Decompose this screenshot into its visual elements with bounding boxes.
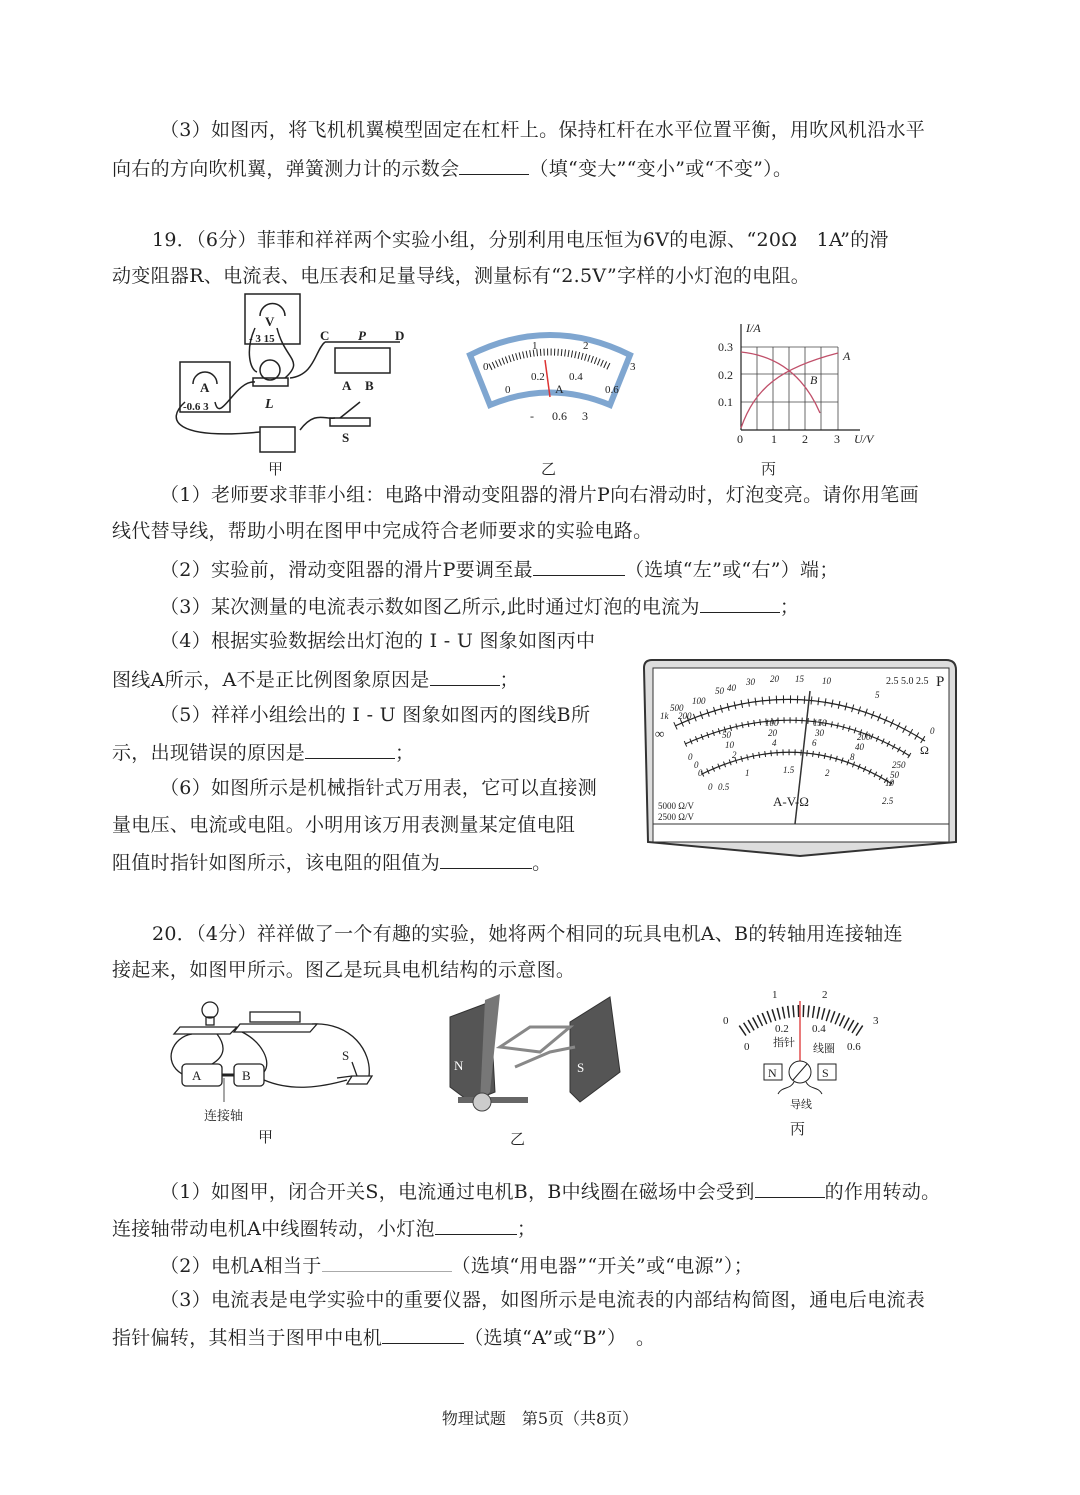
tick: 10 bbox=[725, 740, 734, 750]
tick: 0.4 bbox=[812, 1023, 826, 1035]
tick: 1.5 bbox=[783, 765, 795, 775]
q19-part5-line2 bbox=[112, 738, 414, 766]
ohm-tick: 0 bbox=[930, 726, 935, 736]
battery bbox=[260, 427, 295, 452]
figure-caption-jia: 甲 bbox=[268, 460, 284, 478]
tick: 1 bbox=[772, 989, 778, 1001]
figure-caption-bing: 丙 bbox=[790, 1120, 806, 1138]
text: 示，出现错误的原因是 bbox=[112, 742, 306, 764]
y-tick: 0.2 bbox=[718, 368, 733, 382]
y-tick: 0.3 bbox=[718, 340, 733, 354]
ohm-tick: 200 bbox=[678, 711, 692, 721]
text: 连接轴带动电机A中线圈转动，小灯泡 bbox=[112, 1218, 435, 1240]
tick: 2 bbox=[825, 768, 830, 778]
tick: 0 bbox=[723, 1015, 729, 1027]
text: （1）如图甲，闭合开关S，电流通过电机B，B中线圈在磁场中会受到 bbox=[160, 1181, 755, 1203]
ohm-tick: 15 bbox=[795, 674, 804, 684]
tick: 0 bbox=[483, 361, 489, 373]
range-labels: 2.5 5.0 2.5 bbox=[886, 676, 929, 687]
answer-blank[interactable] bbox=[755, 1177, 825, 1198]
multimeter-dial bbox=[640, 656, 962, 862]
tick: 0 bbox=[505, 384, 511, 396]
answer-blank[interactable] bbox=[305, 738, 395, 759]
tick: 0 bbox=[744, 1041, 750, 1053]
ohm-tick: 100 bbox=[692, 696, 706, 706]
terminal: 0.6 bbox=[552, 409, 567, 423]
q20-part3-line1: （3）电流表是电学实验中的重要仪器，如图所示是电流表的内部结构简图，通电后电流表 bbox=[160, 1289, 926, 1311]
terminal-c: C bbox=[320, 328, 330, 343]
tick: 1 bbox=[532, 340, 538, 352]
ohm-tick: 5 bbox=[875, 690, 880, 700]
tick: 2 bbox=[732, 750, 737, 760]
ohm-tick: 50 bbox=[715, 686, 724, 696]
tick: 200 bbox=[857, 732, 871, 742]
figure-caption-jia: 甲 bbox=[258, 1128, 274, 1146]
south-label: S bbox=[822, 1066, 829, 1080]
switch-label: S bbox=[342, 430, 350, 445]
tick: 0.5 bbox=[718, 782, 730, 792]
text: （2）实验前，滑动变阻器的滑片P要调至最 bbox=[160, 559, 533, 581]
q19-part1-line1: （1）老师要求菲菲小组：电路中滑动变阻器的滑片P向右滑动时，灯泡变亮。请你用笔画 bbox=[160, 484, 919, 506]
q19-part4-line1: （4）根据实验数据绘出灯泡的 I - U 图象如图丙中 bbox=[160, 630, 596, 652]
figure-caption-bing: 丙 bbox=[761, 460, 777, 478]
q20-generator-circuit bbox=[162, 992, 382, 1122]
tick: 10 bbox=[885, 778, 894, 788]
text: （填“变大”“变小”或“不变”）。 bbox=[529, 158, 793, 180]
tick: 0 bbox=[688, 752, 693, 762]
text: 图线A所示，A不是正比例图象原因是 bbox=[112, 669, 430, 691]
text: （选填“左”或“右”）端； bbox=[624, 559, 839, 581]
motor-b-label: B bbox=[242, 1068, 251, 1083]
answer-blank[interactable] bbox=[533, 555, 625, 576]
q20-part3-line2 bbox=[112, 1323, 655, 1351]
y-tick: 0.1 bbox=[718, 395, 733, 409]
curve-a bbox=[741, 353, 838, 428]
q19-part3 bbox=[160, 592, 799, 620]
rheostat bbox=[335, 348, 390, 373]
terminal: - bbox=[530, 409, 534, 423]
tick: 3 bbox=[630, 361, 636, 373]
tick: 30 bbox=[815, 728, 824, 738]
q19-part6-line1: （6）如图所示是机械指针式万用表，它可以直接测 bbox=[160, 777, 597, 799]
text: （3）某次测量的电流表示数如图乙所示,此时通过灯泡的电流为 bbox=[160, 596, 700, 618]
curve-b-label: B bbox=[810, 373, 818, 387]
tick: 20 bbox=[768, 728, 777, 738]
q19-stem-line1: 19．（6分）菲菲和祥祥两个实验小组，分别利用电压恒为6V的电源、“20Ω 1A”的滑 bbox=[152, 229, 889, 251]
q20-motor-structure bbox=[440, 992, 630, 1117]
answer-blank[interactable] bbox=[459, 154, 529, 175]
y-axis-label: I/A bbox=[746, 321, 761, 335]
ohm-tick: 1k bbox=[660, 711, 669, 721]
ohm-tick: 20 bbox=[770, 674, 779, 684]
tick: 0 bbox=[708, 782, 713, 792]
tick: 250 bbox=[892, 760, 906, 770]
q19-iu-graph bbox=[710, 318, 890, 450]
x-tick: 1 bbox=[771, 432, 777, 446]
switch-label: S bbox=[342, 1048, 350, 1063]
q20-part1-line1 bbox=[160, 1177, 940, 1205]
brand-mark: P bbox=[936, 674, 945, 690]
terminal: 3 bbox=[582, 409, 588, 423]
text: 向右的方向吹机翼，弹簧测力计的示数会 bbox=[112, 158, 460, 180]
ohm-tick: 30 bbox=[746, 677, 755, 687]
motor-a bbox=[182, 1064, 222, 1086]
ohm-tick: 40 bbox=[727, 683, 736, 693]
x-axis-label: U/V bbox=[854, 432, 874, 446]
text: ； bbox=[395, 742, 415, 764]
tick: 0.6 bbox=[847, 1041, 861, 1053]
ohm-unit: Ω bbox=[920, 743, 929, 757]
lamp-label: L bbox=[265, 397, 274, 412]
wire-label: 导线 bbox=[790, 1099, 812, 1111]
terminal-b: B bbox=[365, 378, 374, 393]
north-pole-label: N bbox=[454, 1058, 464, 1073]
text: 。 bbox=[532, 852, 552, 874]
text: （2）电机A相当于 bbox=[160, 1255, 322, 1277]
x-tick: 3 bbox=[834, 432, 840, 446]
ohm-tick: 500 bbox=[670, 703, 684, 713]
spec-label: 5000 Ω/V bbox=[658, 801, 694, 811]
coil-label: 线圈 bbox=[813, 1043, 835, 1055]
q20-part2 bbox=[160, 1251, 753, 1279]
ammeter-terminals: -0.6 3 bbox=[183, 401, 209, 413]
page-footer: 物理试题 第5页（共8页） bbox=[441, 1409, 639, 1428]
answer-blank[interactable] bbox=[430, 665, 500, 686]
q20-stem-line2: 接起来，如图甲所示。图乙是玩具电机结构的示意图。 bbox=[112, 959, 576, 981]
text: （选填“用电器”“开关”或“电源”）； bbox=[451, 1255, 753, 1277]
q19-circuit-figure bbox=[165, 290, 425, 460]
text: ； bbox=[516, 1218, 537, 1240]
answer-blank[interactable] bbox=[435, 1214, 517, 1235]
q19-part6-line3 bbox=[112, 848, 551, 876]
tick: 100 bbox=[765, 718, 779, 728]
text: ； bbox=[499, 669, 519, 691]
q20-part1-line2 bbox=[112, 1214, 536, 1242]
q20-ammeter-structure bbox=[720, 986, 890, 1111]
q18-part3-line2 bbox=[112, 154, 792, 182]
terminal-a: A bbox=[342, 378, 352, 393]
pointer-label: 指针 bbox=[773, 1037, 795, 1049]
south-pole-label: S bbox=[577, 1060, 585, 1075]
q18-part3-line1: （3）如图丙，将飞机机翼模型固定在杠杆上。保持杠杆在水平位置平衡，用吹风机沿水平 bbox=[160, 119, 926, 141]
q19-part5-line1: （5）祥祥小组绘出的 I - U 图象如图丙的图线B所 bbox=[160, 704, 591, 726]
q19-ammeter-dial bbox=[465, 325, 645, 445]
tick: 0.2 bbox=[775, 1023, 789, 1035]
voltmeter-terminals: - 3 15 bbox=[249, 333, 275, 345]
shaft-label: 连接轴 bbox=[204, 1108, 244, 1122]
q19-part6-line2: 量电压、电流或电阻。小明用该万用表测量某定值电阻 bbox=[112, 814, 576, 836]
text: 的作用转动。 bbox=[824, 1181, 941, 1203]
figure-caption-yi: 乙 bbox=[541, 460, 557, 478]
q19-part2 bbox=[160, 555, 839, 583]
curve-a-label: A bbox=[843, 349, 851, 363]
tick: 1 bbox=[745, 768, 750, 778]
answer-blank[interactable] bbox=[322, 1251, 452, 1272]
tick: 3 bbox=[873, 1015, 879, 1027]
ohm-tick: ∞ bbox=[655, 726, 665, 741]
tick: 6 bbox=[812, 738, 817, 748]
tick: 2 bbox=[583, 340, 589, 352]
q19-part4-line2 bbox=[112, 665, 519, 693]
answer-blank[interactable] bbox=[382, 1323, 464, 1344]
q19-stem-line2: 动变阻器R、电流表、电压表和足量导线，测量标有“2.5V”字样的小灯泡的电阻。 bbox=[112, 265, 811, 287]
tick: 0.6 bbox=[605, 384, 619, 396]
tick: 0.4 bbox=[569, 371, 583, 383]
terminal-d: D bbox=[395, 328, 405, 343]
tick: 0 bbox=[698, 768, 703, 778]
q19-part1-line2: 线代替导线，帮助小明在图甲中完成符合老师要求的实验电路。 bbox=[112, 520, 653, 542]
tick: 8 bbox=[850, 752, 855, 762]
ammeter-label: A bbox=[200, 380, 210, 395]
figure-caption-yi: 乙 bbox=[510, 1130, 526, 1148]
tick: 0 bbox=[694, 760, 699, 770]
x-tick: 0 bbox=[737, 432, 743, 446]
tick: 0.2 bbox=[531, 371, 545, 383]
answer-blank[interactable] bbox=[700, 592, 780, 613]
tick: 2 bbox=[822, 989, 828, 1001]
answer-blank[interactable] bbox=[440, 848, 532, 869]
ohm-tick: 10 bbox=[822, 676, 831, 686]
tick: 40 bbox=[855, 742, 864, 752]
text: 指针偏转，其相当于图甲中电机 bbox=[112, 1327, 383, 1349]
tick: 50 bbox=[890, 770, 899, 780]
tick: 2.5 bbox=[882, 796, 894, 806]
north-label: N bbox=[768, 1066, 777, 1080]
slider-p: P bbox=[358, 328, 366, 343]
tick: 150 bbox=[813, 718, 827, 728]
text: ； bbox=[779, 596, 800, 618]
q20-stem-line1: 20．（4分）祥祥做了一个有趣的实验，她将两个相同的玩具电机A、B的转轴用连接轴连 bbox=[152, 923, 903, 945]
motor-a-label: A bbox=[192, 1068, 202, 1083]
text: （选填“A”或“B”） 。 bbox=[464, 1327, 656, 1349]
unit-label: A bbox=[555, 382, 564, 396]
voltmeter-label: V bbox=[265, 314, 275, 329]
tick: 50 bbox=[722, 730, 731, 740]
tick: 4 bbox=[772, 738, 777, 748]
text: 阻值时指针如图所示，该电阻的阻值为 bbox=[112, 852, 441, 874]
mode-label: A-V-Ω bbox=[773, 794, 809, 809]
x-tick: 2 bbox=[802, 432, 808, 446]
spec-label: 2500 Ω/V bbox=[658, 812, 694, 822]
